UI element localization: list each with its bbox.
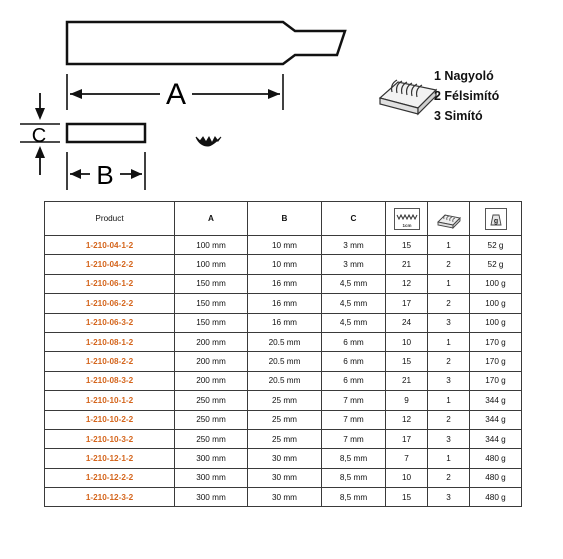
cell-c: 4,5 mm — [322, 294, 386, 313]
dim-a-arrow-left — [70, 89, 82, 99]
cell-a: 200 mm — [175, 332, 248, 351]
cell-weight: 344 g — [470, 410, 522, 429]
table-row — [45, 255, 522, 274]
cell-cut: 1 — [428, 391, 470, 410]
cell-cut: 1 — [428, 236, 470, 255]
cell-teeth: 7 — [386, 449, 428, 468]
cell-c: 6 mm — [322, 332, 386, 351]
table-row — [45, 313, 522, 332]
cell-c: 4,5 mm — [322, 274, 386, 293]
cell-cut: 3 — [428, 313, 470, 332]
table-header-row — [45, 202, 522, 236]
cell-c: 8,5 mm — [322, 449, 386, 468]
cell-b: 20.5 mm — [248, 371, 322, 390]
cell-weight: 480 g — [470, 468, 522, 487]
cell-teeth: 17 — [386, 294, 428, 313]
cell-c: 6 mm — [322, 352, 386, 371]
cut-type-2: 2 Félsimító — [434, 89, 500, 103]
cell-teeth: 21 — [386, 371, 428, 390]
cell-a: 150 mm — [175, 313, 248, 332]
table-row — [45, 371, 522, 390]
cell-b: 20.5 mm — [248, 332, 322, 351]
cell-b: 25 mm — [248, 429, 322, 448]
cell-weight: 344 g — [470, 429, 522, 448]
cell-weight: 100 g — [470, 313, 522, 332]
table-row — [45, 332, 522, 351]
cell-b: 16 mm — [248, 313, 322, 332]
cell-teeth: 15 — [386, 352, 428, 371]
cell-cut: 2 — [428, 468, 470, 487]
cell-cut: 1 — [428, 332, 470, 351]
product-code: 1-210-08-3-2 — [45, 371, 175, 390]
cell-cut: 3 — [428, 371, 470, 390]
header-c: C — [322, 202, 386, 236]
file-top-view — [67, 22, 345, 64]
table-row — [45, 410, 522, 429]
cell-cut: 1 — [428, 449, 470, 468]
cell-c: 3 mm — [322, 255, 386, 274]
cell-teeth: 10 — [386, 332, 428, 351]
cell-teeth: 9 — [386, 391, 428, 410]
cell-a: 300 mm — [175, 449, 248, 468]
cell-weight: 170 g — [470, 371, 522, 390]
cell-a: 250 mm — [175, 410, 248, 429]
cell-a: 300 mm — [175, 468, 248, 487]
cell-b: 20.5 mm — [248, 352, 322, 371]
dim-b-label: B — [96, 160, 114, 190]
cut-type-legend — [434, 66, 499, 126]
cell-a: 150 mm — [175, 294, 248, 313]
dim-c-label: C — [31, 125, 47, 147]
cell-b: 16 mm — [248, 294, 322, 313]
cell-a: 300 mm — [175, 488, 248, 507]
header-product: Product — [45, 202, 175, 236]
product-spec-table — [44, 201, 522, 507]
dim-a-label: A — [165, 78, 187, 111]
header-weight — [470, 202, 522, 236]
cell-teeth: 17 — [386, 429, 428, 448]
teeth-icon-label: 1cm — [401, 222, 412, 228]
cell-weight: 52 g — [470, 255, 522, 274]
table-row — [45, 352, 522, 371]
product-code: 1-210-06-3-2 — [45, 313, 175, 332]
cell-b: 30 mm — [248, 468, 322, 487]
cell-weight: 170 g — [470, 352, 522, 371]
product-code: 1-210-08-1-2 — [45, 332, 175, 351]
cell-c: 3 mm — [322, 236, 386, 255]
weight-icon-label: g — [493, 217, 498, 225]
cell-cut: 2 — [428, 352, 470, 371]
cell-cut: 3 — [428, 429, 470, 448]
cell-teeth: 15 — [386, 236, 428, 255]
header-b: B — [248, 202, 322, 236]
header-cut — [428, 202, 470, 236]
header-a: A — [175, 202, 248, 236]
product-code: 1-210-10-2-2 — [45, 410, 175, 429]
product-code: 1-210-08-2-2 — [45, 352, 175, 371]
cell-weight: 52 g — [470, 236, 522, 255]
cell-c: 8,5 mm — [322, 488, 386, 507]
product-code: 1-210-10-1-2 — [45, 391, 175, 410]
product-code: 1-210-06-1-2 — [45, 274, 175, 293]
product-code: 1-210-12-1-2 — [45, 449, 175, 468]
table-row — [45, 449, 522, 468]
cell-weight: 170 g — [470, 332, 522, 351]
cut-pattern-icon — [378, 62, 438, 124]
cell-c: 7 mm — [322, 429, 386, 448]
cell-teeth: 10 — [386, 468, 428, 487]
cell-b: 30 mm — [248, 488, 322, 507]
cell-b: 10 mm — [248, 255, 322, 274]
product-code: 1-210-04-1-2 — [45, 236, 175, 255]
cell-weight: 100 g — [470, 294, 522, 313]
cell-a: 100 mm — [175, 236, 248, 255]
cell-c: 8,5 mm — [322, 468, 386, 487]
table-row — [45, 468, 522, 487]
cell-cut: 2 — [428, 294, 470, 313]
teeth-per-cm-icon — [393, 207, 421, 231]
cell-cut: 1 — [428, 274, 470, 293]
cell-a: 200 mm — [175, 371, 248, 390]
table-row — [45, 488, 522, 507]
cell-weight: 480 g — [470, 449, 522, 468]
cell-weight: 100 g — [470, 274, 522, 293]
dim-c-arrow-top — [35, 108, 45, 120]
dim-a-arrow-right — [268, 89, 280, 99]
cell-teeth: 12 — [386, 274, 428, 293]
cut-type-1: 1 Nagyoló — [434, 69, 494, 83]
dim-b-arrow-left — [70, 169, 81, 179]
cell-teeth: 21 — [386, 255, 428, 274]
dim-b-arrow-right — [131, 169, 142, 179]
product-code: 1-210-04-2-2 — [45, 255, 175, 274]
cell-c: 4,5 mm — [322, 313, 386, 332]
cell-a: 200 mm — [175, 352, 248, 371]
cell-b: 25 mm — [248, 391, 322, 410]
cell-teeth: 24 — [386, 313, 428, 332]
table-row — [45, 236, 522, 255]
tooth-profile-icon — [196, 137, 221, 146]
cell-cut: 2 — [428, 255, 470, 274]
table-row — [45, 274, 522, 293]
cell-cut: 3 — [428, 488, 470, 507]
cell-a: 250 mm — [175, 429, 248, 448]
cell-teeth: 12 — [386, 410, 428, 429]
cell-cut: 2 — [428, 410, 470, 429]
cell-b: 16 mm — [248, 274, 322, 293]
weight-icon — [484, 207, 508, 231]
cell-c: 6 mm — [322, 371, 386, 390]
cut-type-icon — [436, 208, 462, 230]
table-row — [45, 391, 522, 410]
product-code: 1-210-10-3-2 — [45, 429, 175, 448]
file-side-view — [67, 124, 145, 142]
dim-c-arrow-bottom — [35, 146, 45, 158]
cell-weight: 344 g — [470, 391, 522, 410]
product-code: 1-210-12-3-2 — [45, 488, 175, 507]
product-code: 1-210-06-2-2 — [45, 294, 175, 313]
cell-a: 250 mm — [175, 391, 248, 410]
cut-type-3: 3 Simító — [434, 109, 483, 123]
cell-c: 7 mm — [322, 410, 386, 429]
cell-b: 10 mm — [248, 236, 322, 255]
table-row — [45, 294, 522, 313]
table-row — [45, 429, 522, 448]
cell-b: 30 mm — [248, 449, 322, 468]
cell-b: 25 mm — [248, 410, 322, 429]
cell-a: 150 mm — [175, 274, 248, 293]
header-teeth — [386, 202, 428, 236]
cell-c: 7 mm — [322, 391, 386, 410]
cell-teeth: 15 — [386, 488, 428, 507]
cell-a: 100 mm — [175, 255, 248, 274]
product-code: 1-210-12-2-2 — [45, 468, 175, 487]
cell-weight: 480 g — [470, 488, 522, 507]
